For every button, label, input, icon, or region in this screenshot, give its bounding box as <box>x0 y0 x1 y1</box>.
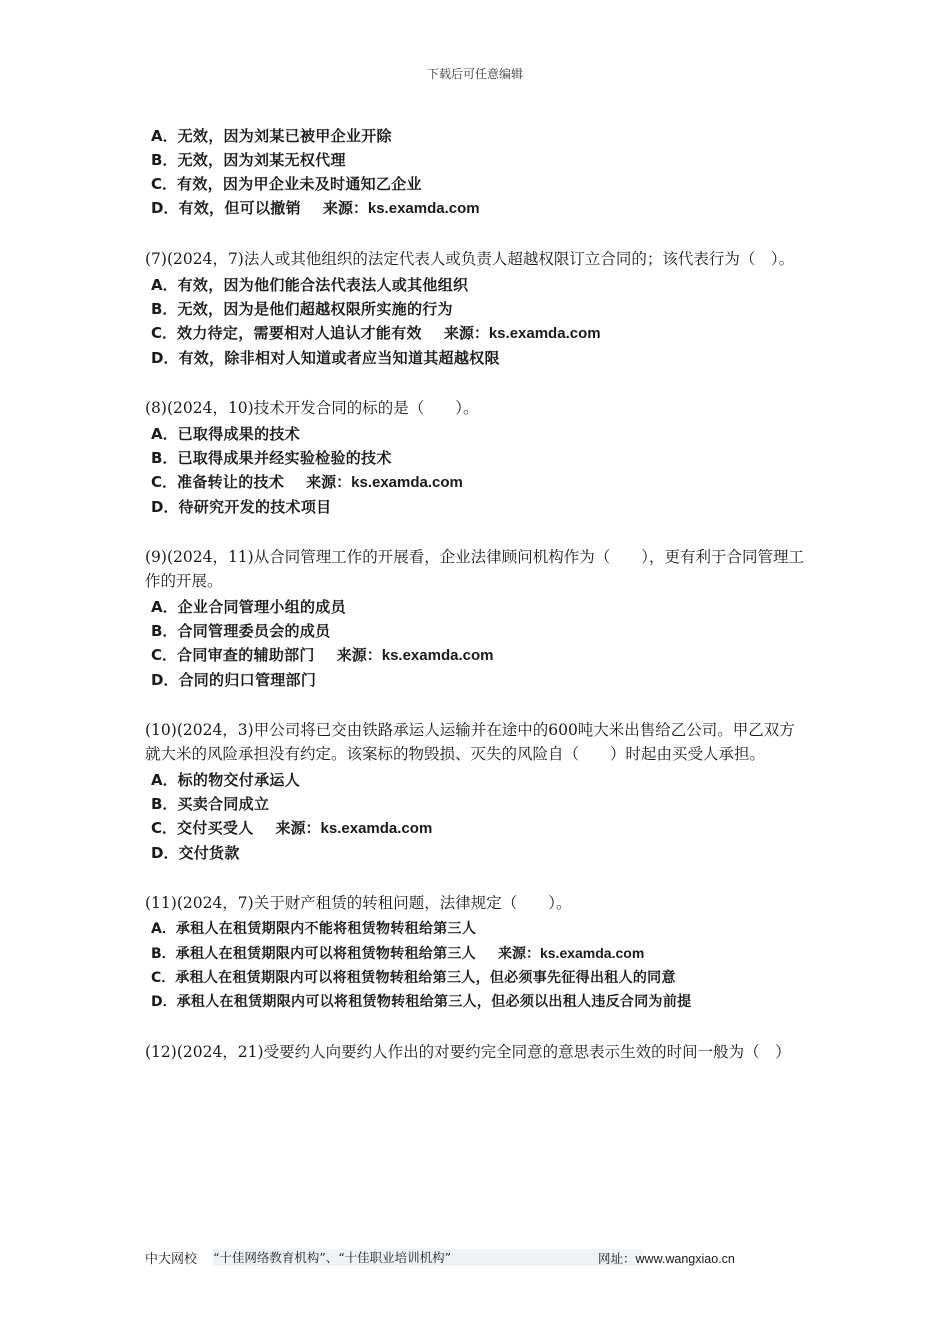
option-letter: A． <box>151 276 178 294</box>
source-label: 来源： <box>497 946 540 962</box>
option-letter: A． <box>151 921 176 937</box>
page-footer <box>145 1248 745 1266</box>
option-text: 合同审查的辅助部门 <box>177 646 315 664</box>
option-text: 已取得成果并经实验检验的技术 <box>177 449 392 467</box>
source-watermark <box>444 324 601 342</box>
option-text: 效力待定，需要相对人追认才能有效 <box>177 324 422 342</box>
option-letter: A． <box>151 127 178 145</box>
option-list <box>145 917 810 1014</box>
option-list <box>145 422 810 519</box>
source-watermark <box>498 946 644 962</box>
option-letter: D． <box>151 671 179 689</box>
option-letter: B． <box>151 946 176 962</box>
option-text: 交付货款 <box>178 844 240 862</box>
source-watermark <box>323 199 480 217</box>
option-letter: D． <box>151 844 179 862</box>
option-letter: C． <box>151 970 176 986</box>
option-letter: C． <box>151 175 178 193</box>
answer-option <box>145 917 810 941</box>
source-label: 来源： <box>275 819 321 837</box>
answer-option <box>145 297 810 321</box>
option-text: 有效，因为他们能合法代表法人或其他组织 <box>177 276 469 294</box>
answer-option <box>145 422 810 446</box>
answer-option <box>145 446 810 470</box>
option-text: 无效，因为刘某已被甲企业开除 <box>177 127 392 145</box>
source-label: 来源： <box>443 324 489 342</box>
answer-option <box>145 273 810 297</box>
question-stem: (9)(2024，11)从合同管理工作的开展看，企业法律顾问机构作为（ ），更有利于合同管理工作的开展。 <box>145 548 804 590</box>
source-url: ks.examda.com <box>381 647 494 664</box>
option-list <box>145 124 810 221</box>
option-letter: A． <box>151 598 178 616</box>
option-text: 有效，因为甲企业未及时通知乙企业 <box>177 175 422 193</box>
answer-option <box>145 941 810 966</box>
source-label: 来源： <box>322 199 368 217</box>
option-letter: C． <box>151 324 178 342</box>
question-stem: (8)(2024，10)技术开发合同的标的是（ ）。 <box>145 399 479 417</box>
option-text: 标的物交付承运人 <box>177 771 301 789</box>
option-letter: D． <box>151 199 179 217</box>
footer-website <box>598 1249 735 1267</box>
answer-option <box>145 966 810 990</box>
option-text: 承租人在租赁期限内可以将租赁物转租给第三人 <box>175 946 476 962</box>
option-text: 准备转让的技术 <box>177 473 285 491</box>
answer-option <box>145 619 810 643</box>
option-letter: A． <box>151 425 178 443</box>
answer-option <box>145 643 810 668</box>
question-block <box>145 891 810 1014</box>
answer-option <box>145 792 810 816</box>
source-watermark <box>276 819 433 837</box>
question-stem: (11)(2024，7)关于财产租赁的转租问题，法律规定（ ）。 <box>145 894 572 912</box>
option-letter: A． <box>151 771 178 789</box>
answer-option <box>145 346 810 370</box>
option-text: 买卖合同成立 <box>177 795 270 813</box>
answer-option <box>145 816 810 841</box>
option-letter: C． <box>151 819 178 837</box>
option-text: 企业合同管理小组的成员 <box>177 598 346 616</box>
option-letter: B． <box>151 622 178 640</box>
question-block <box>145 396 810 519</box>
option-letter: B． <box>151 795 178 813</box>
footer-school-name: 中大网校 <box>145 1252 198 1267</box>
option-letter: C． <box>151 646 178 664</box>
option-list <box>145 273 810 370</box>
option-text: 有效，除非相对人知道或者应当知道其超越权限 <box>178 349 500 367</box>
footer-site-label: 网址： <box>598 1252 636 1266</box>
option-letter: B． <box>151 151 178 169</box>
source-label: 来源： <box>336 646 382 664</box>
option-letter: D． <box>151 994 177 1010</box>
source-url: ks.examda.com <box>488 325 601 342</box>
answer-option <box>145 321 810 346</box>
question-block <box>145 545 810 692</box>
source-url: ks.examda.com <box>320 820 433 837</box>
question-list <box>145 124 810 1090</box>
question-stem: (10)(2024，3)甲公司将已交由铁路承运人运输并在途中的600吨大米出售给乙公司。甲乙双方就大米的风险承担没有约定。该案标的物毁损、灭失的风险自（ ）时起由买受人承担。 <box>145 721 795 763</box>
source-watermark <box>306 473 463 491</box>
answer-option <box>145 470 810 495</box>
answer-option <box>145 495 810 519</box>
footer-site-url: www.wangxiao.cn <box>635 1252 735 1266</box>
option-letter: D． <box>151 498 179 516</box>
option-text: 合同的归口管理部门 <box>178 671 317 689</box>
answer-option <box>145 841 810 865</box>
answer-option <box>145 172 810 196</box>
question-block <box>145 124 810 221</box>
question-stem: (7)(2024，7)法人或其他组织的法定代表人或负责人超越权限订立合同的；该代表行为（ ）。 <box>145 250 795 268</box>
option-letter: B． <box>151 449 178 467</box>
option-list <box>145 595 810 692</box>
answer-option <box>145 768 810 792</box>
option-letter: C． <box>151 473 178 491</box>
option-text: 无效，因为是他们超越权限所实施的行为 <box>177 300 453 318</box>
source-label: 来源： <box>306 473 352 491</box>
question-block <box>145 718 810 865</box>
option-text: 无效，因为刘某无权代理 <box>177 151 346 169</box>
source-url: ks.examda.com <box>539 945 645 961</box>
answer-option <box>145 124 810 148</box>
question-stem: (12)(2024，21)受要约人向要约人作出的对要约完全同意的意思表示生效的时间一般为（ ） <box>145 1043 791 1061</box>
option-list <box>145 768 810 865</box>
answer-option <box>145 595 810 619</box>
answer-option <box>145 148 810 172</box>
option-text: 待研究开发的技术项目 <box>178 498 332 516</box>
option-text: 承租人在租赁期限内可以将租赁物转租给第三人，但必须事先征得出租人的同意 <box>175 970 676 986</box>
option-text: 承租人在租赁期限内不能将租赁物转租给第三人 <box>175 921 477 937</box>
option-text: 已取得成果的技术 <box>177 425 301 443</box>
answer-option <box>145 990 810 1014</box>
footer-slogan: “十佳网络教育机构”、“十佳职业培训机构” <box>213 1249 643 1266</box>
answer-option <box>145 196 810 221</box>
option-letter: B． <box>151 300 178 318</box>
source-url: ks.examda.com <box>367 200 480 217</box>
source-watermark <box>337 646 494 664</box>
option-letter: D． <box>151 349 179 367</box>
page-header: 下载后可任意编辑 <box>426 67 523 81</box>
question-block <box>145 1040 810 1064</box>
answer-option <box>145 668 810 692</box>
option-text: 合同管理委员会的成员 <box>177 622 331 640</box>
option-text: 承租人在租赁期限内可以将租赁物转租给第三人，但必须以出租人违反合同为前提 <box>176 994 692 1010</box>
question-block <box>145 247 810 370</box>
source-url: ks.examda.com <box>351 474 463 491</box>
option-text: 有效，但可以撤销 <box>178 199 301 217</box>
option-text: 交付买受人 <box>177 819 254 837</box>
